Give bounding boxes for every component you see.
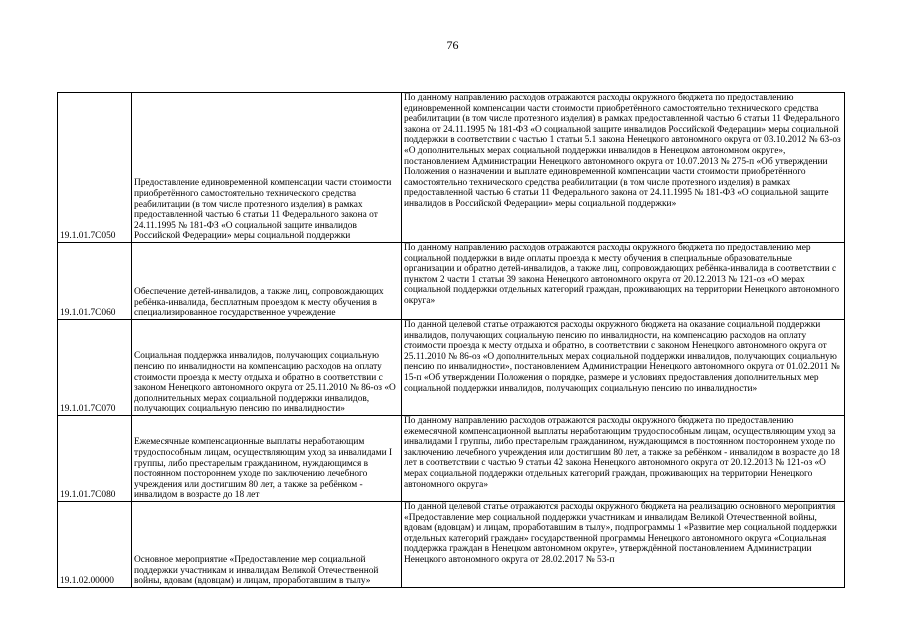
row-code: 19.1.01.7С050	[58, 93, 132, 243]
row-name: Предоставление единовременной компенсации части стоимости приобретённого самостоятельно технического средства реабилитации (в том числе протезного изделия) в рамках предоставленной частью 6 статьи 11 Федерального закона от 24.11.1995 № 181-ФЗ «О социальной защите инвалидов Российской Федерации» меры социальной поддержки	[132, 93, 402, 243]
row-code: 19.1.02.00000	[58, 502, 132, 588]
row-description: По данной целевой статье отражаются расходы окружного бюджета на реализацию основного мероприятия «Предоставление мер социальной поддержки участникам и инвалидам Великой Отечественной войны, вдовам (вдовцам) и лицам, проработавшим в тылу», подпрограммы 1 «Развитие мер социальной поддержки отдельных категорий граждан» государственной программы Ненецкого автономного округа «Социальная поддержка граждан в Ненецком автономном округе», утверждённой постановлением Администрации Ненецкого автономного округа от 28.02.2017 № 53-п	[402, 502, 845, 588]
row-code: 19.1.01.7С060	[58, 243, 132, 320]
row-description: По данному направлению расходов отражаются расходы окружного бюджета по предоставлению единовременной компенсации части стоимости приобретённого самостоятельно технического средства реабилитации (в том числе протезного изделия) в рамках предоставленной частью 6 статьи 11 Федерального закона от 24.11.1995 № 181-ФЗ «О социальной защите инвалидов Российской Федерации» меры социальной поддержки в соответствии с частью 1 статьи 5.1 закона Ненецкого автономного округа от 03.10.2012 № 63-оз «О дополнительных мерах социальной поддержки инвалидов в Ненецком автономном округе», постановлением Администрации Ненецкого автономного округа от 10.07.2013 № 275-п «Об утверждении Положения о назначении и выплате единовременной компенсации части стоимости приобретённого самостоятельно технического средства реабилитации (в том числе протезного изделия) в рамках предоставленной частью 6 статьи 11 Федерального закона от 24.11.1995 № 181-ФЗ «О социальной защите инвалидов в Российской Федерации» меры социальной поддержки»	[402, 93, 845, 243]
row-code: 19.1.01.7С080	[58, 416, 132, 502]
table-row	[58, 416, 845, 502]
row-code: 19.1.01.7С070	[58, 320, 132, 416]
page-number: 76	[446, 38, 459, 52]
budget-classification-table	[57, 92, 845, 588]
row-name: Основное мероприятие «Предоставление мер социальной поддержки участникам и инвалидам Великой Отечественной войны, вдовам (вдовцам) и лицам, проработавшим в тылу»	[132, 502, 402, 588]
row-name: Обеспечение детей-инвалидов, а также лиц, сопровождающих ребёнка-инвалида, бесплатным проездом к месту обучения в специализированное государственное учреждение	[132, 243, 402, 320]
table-row	[58, 502, 845, 588]
row-description: По данному направлению расходов отражаются расходы окружного бюджета по предоставлению мер социальной поддержки в виде оплаты проезда к месту обучения в специальные образовательные организации и обратно детей-инвалидов, а также лиц, сопровождающих ребёнка-инвалида в соответствии с пунктом 2 части 1 статьи 39 закона Ненецкого автономного округа от 20.12.2013 № 121-оз «О мерах социальной поддержки отдельных категорий граждан, проживающих на территории Ненецкого автономного округа»	[402, 243, 845, 320]
row-description: По данному направлению расходов отражаются расходы окружного бюджета по предоставлению ежемесячной компенсационной выплаты неработающим трудоспособным лицам, осуществляющим уход за инвалидами I группы, либо престарелым гражданином, нуждающимся в постоянном постороннем уходе по заключению лечебного учреждения или достигшим 80 лет, а также за ребёнком - инвалидом в возрасте до 18 лет в соответствии с частью 9 статьи 42 закона Ненецкого автономного округа от 20.12.2013 № 121-оз «О мерах социальной поддержки отдельных категорий граждан, проживающих на территории Ненецкого автономного округа»	[402, 416, 845, 502]
table-row	[58, 93, 845, 243]
row-name: Социальная поддержка инвалидов, получающих социальную пенсию по инвалидности на компенсацию расходов на оплату стоимости проезда к месту отдыха и обратно в соответствии с законом Ненецкого автономного округа от 25.11.2010 № 86-оз «О дополнительных мерах социальной поддержки инвалидов, получающих социальную пенсию по инвалидности»	[132, 320, 402, 416]
table-row	[58, 243, 845, 320]
row-name: Ежемесячные компенсационные выплаты неработающим трудоспособным лицам, осуществляющим уход за инвалидами I группы, либо престарелым гражданином, нуждающимся в постоянном постороннем уходе по заключению лечебного учреждения или достигшим 80 лет, а также за ребёнком - инвалидом в возрасте до 18 лет	[132, 416, 402, 502]
table-row	[58, 320, 845, 416]
row-description: По данной целевой статье отражаются расходы окружного бюджета на оказание социальной поддержки инвалидов, получающих социальную пенсию по инвалидности, на компенсацию расходов на оплату стоимости проезда к месту отдыха и обратно, в соответствии с законом Ненецкого автономного округа от 25.11.2010 № 86-оз «О дополнительных мерах социальной поддержки инвалидов, получающих социальную пенсию по инвалидности», постановлением Администрации Ненецкого автономного округа от 01.02.2011 № 15-п «Об утверждении Положения о порядке, размере и условиях предоставления дополнительных мер социальной поддержки инвалидов, получающих социальную пенсию по инвалидности»	[402, 320, 845, 416]
